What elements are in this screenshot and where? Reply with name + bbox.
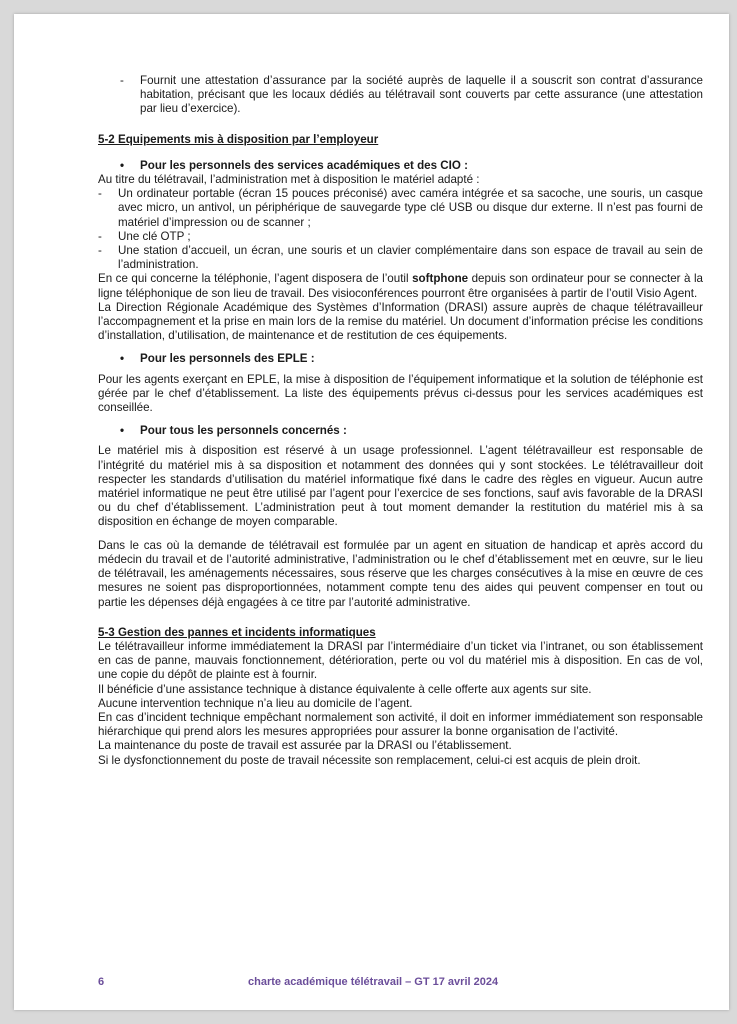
list-item: - Fournit une attestation d’assurance par la société auprès de laquelle il a souscrit son contrat d’assurance habitation, précisant que les locaux dédiés au télétravail sont couverts par cette assurance (une attestation par lieu d’exercice). [120,74,703,116]
bullet-heading: • Pour les personnels des services académiques et des CIO : [120,158,468,172]
replacement-paragraph: Si le dysfonctionnement du poste de travail nécessite son remplacement, celui-ci est acquis de plein droit. [98,753,641,767]
bullet-eple-title: Pour les personnels des EPLE : [140,352,315,366]
equipment-item: Un ordinateur portable (écran 15 pouces préconisé) avec caméra intégrée et sa sacoche, une souris, un casque avec micro, un antivol, un périphérique de sauvegarde type clé USB ou disque dur externe. Il n’est pas fourni de matériel d’impression ou de scanner ; [118,187,703,229]
page-number: 6 [98,976,105,988]
list-item: - Une clé OTP ; [98,230,703,244]
list-item: - Un ordinateur portable (écran 15 pouces préconisé) avec caméra intégrée et sa sacoche, une souris, un casque avec micro, un antivol, un périphérique de sauvegarde type clé USB ou disque dur externe. Il n’est pas fourni de matériel d’impression ou de scanner ; [98,187,703,229]
page-content [98,74,703,768]
incident-paragraph: Le télétravailleur informe immédiatement la DRASI par l’intermédiaire d’un ticket via l’intranet, ou son établissement en cas de panne, mauvais fonctionnement, détérioration, perte ou vol du matériel mis à disposition. En cas de vol, une copie du dépôt de plainte est à fournir. [98,639,703,682]
bullet-all-title: Pour tous les personnels concernés : [140,424,347,438]
bullet-heading: • Pour tous les personnels concernés : [120,424,347,438]
drasi-paragraph: La Direction Régionale Académique des Systèmes d’Information (DRASI) assure auprès de chaque télétravailleur l’accompagnement et la prise en main lors de la remise du matériel. Un document d’information précise les conditions d’installation, d’utilisation, de maintenance et de restitution de ces équipements. [98,300,703,343]
insurance-item: Fournit une attestation d’assurance par la société auprès de laquelle il a souscrit son contrat d’assurance habitation, précisant que les locaux dédiés au télétravail sont couverts par cette assurance (une attestation par lieu d’exercice). [140,74,703,116]
equipment-item: Une clé OTP ; [118,229,191,243]
usage-paragraph: Le matériel mis à disposition est réservé à un usage professionnel. L’agent télétravailleur est responsable de l’intégrité du matériel mis à sa disposition et notamment des données qui y sont stockées. Le télétravailleur doit respecter les standards d’utilisation du matériel informatique fixé dans le cadre des règles en vigueur. Aucun autre matériel informatique ne peut être utilisé par l’agent pour l’exercice de ses fonctions, sauf avis favorable de la DRASI ou du chef d’établissement. L’administration peut à tout moment demander la restitution du matériel mis à sa disposition en échange de moyen comparable. [98,444,703,529]
list-item: - Une station d’accueil, un écran, une souris et un clavier complémentaire dans son espace de travail au sein de l’administration. [98,244,703,272]
handicap-paragraph: Dans le cas où la demande de télétravail est formulée par un agent en situation de handicap et après accord du médecin du travail et de l’autorité administrative, l’administration ou le chef d’établissement met en œuvre, sur le lieu de télétravail, les aménagements nécessaires, sous réserve que les charges consécutives à la mise en œuvre de ces mesures ne soient pas disproportionnées, notamment compte tenu des aides qui peuvent compenser en tout ou partie les dépenses déjà engagées à ce titre par l’autorité administrative. [98,538,703,609]
assistance-paragraph: Il bénéficie d’une assistance technique à distance équivalente à celle offerte aux agents sur site. [98,682,592,696]
telephony-paragraph: En ce qui concerne la téléphonie, l’agent disposera de l’outil softphone depuis son ordinateur pour se connecter à la ligne téléphonique de son lieu de travail. Des visioconférences pourront être organisées à partir de l’outil Visio Agent. [98,272,703,300]
maintenance-paragraph: La maintenance du poste de travail est assurée par la DRASI ou l’établissement. [98,739,512,753]
equipment-intro: Au titre du télétravail, l’administration met à disposition le matériel adapté : [98,173,480,187]
softphone-term: softphone [412,272,469,286]
eple-paragraph: Pour les agents exerçant en EPLE, la mise à disposition de l’équipement informatique et la solution de téléphonie est gérée par le chef d’établissement. La liste des équipements prévus ci-dessus pour les services académiques est conseillée. [98,372,703,415]
no-intervention-paragraph: Aucune intervention technique n’a lieu au domicile de l’agent. [98,696,413,710]
section-5-2-heading: 5-2 Equipements mis à disposition par l’employeur [98,132,379,146]
bullet-heading: • Pour les personnels des EPLE : [120,352,315,366]
section-5-3-heading: 5-3 Gestion des pannes et incidents informatiques [98,625,376,639]
equipment-item: Une station d’accueil, un écran, une souris et un clavier complémentaire dans son espace de travail au sein de l’administration. [118,244,703,272]
incident-inform-paragraph: En cas d’incident technique empêchant normalement son activité, il doit en informer immédiatement son responsable hiérarchique qui prend alors les mesures appropriées pour assurer la bonne organisation de l’activité. [98,710,703,739]
footer-title: charte académique télétravail – GT 17 avril 2024 [248,976,499,988]
bullet-academic-title: Pour les personnels des services académiques et des CIO : [140,158,468,172]
document-page [14,14,729,1010]
